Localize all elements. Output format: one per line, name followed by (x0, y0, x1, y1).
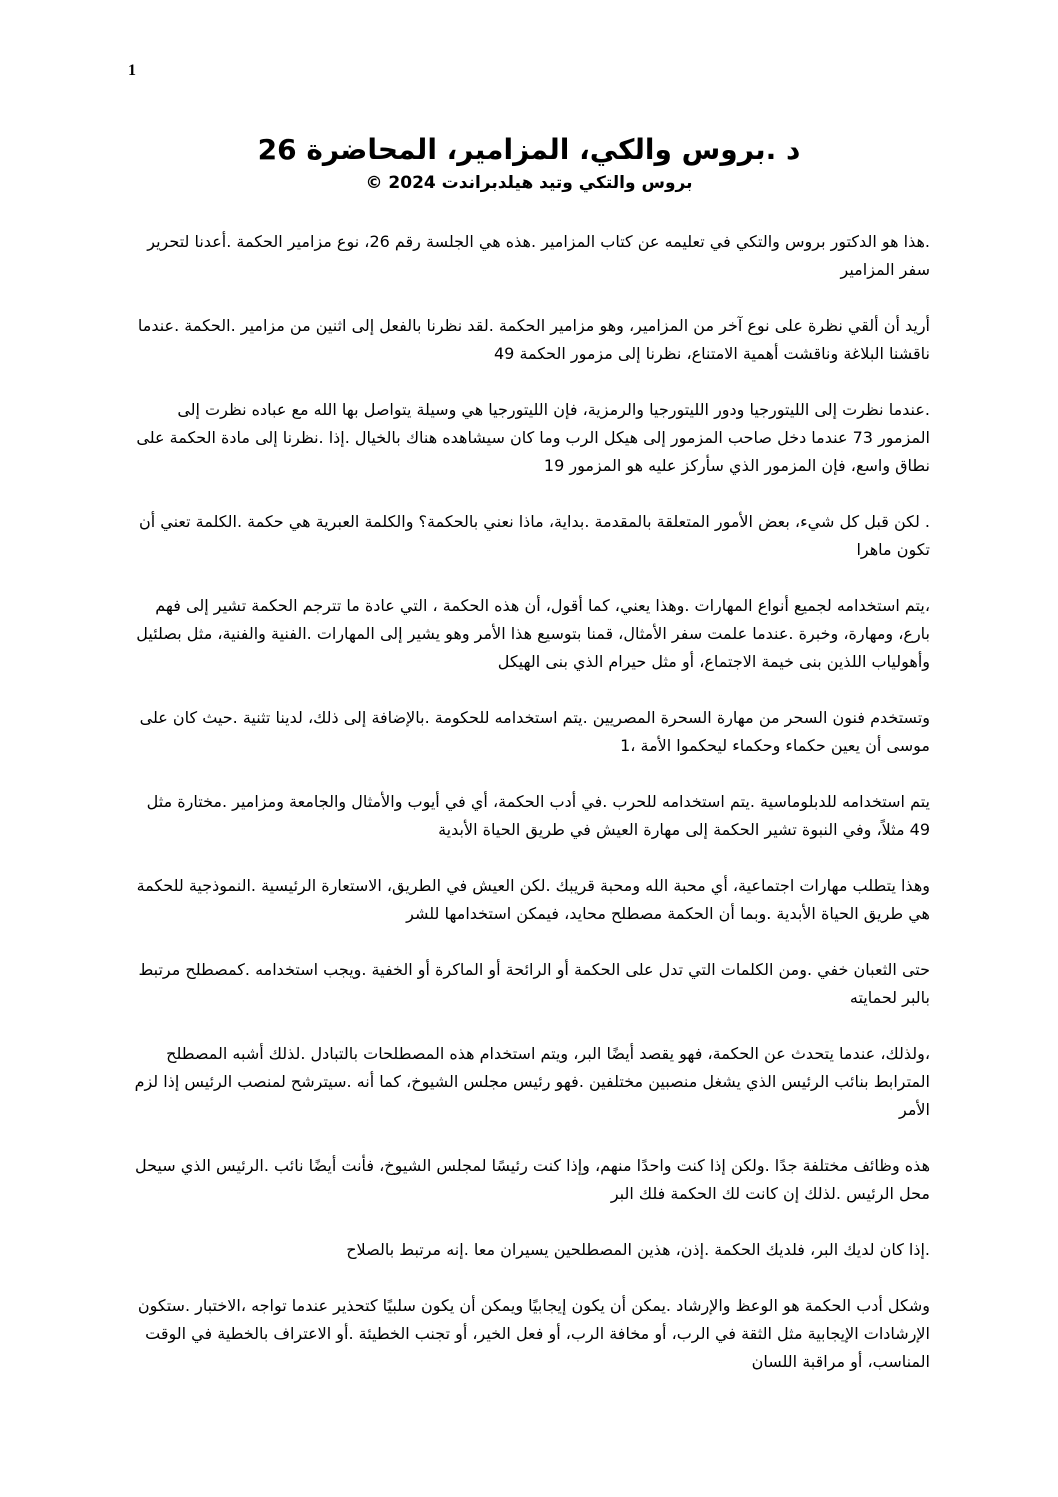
paragraph: ،يتم استخدامه لجميع أنواع المهارات .وهذا يعني، كما أقول، أن هذه الحكمة ، التي عادة ما تترجم الحكمة تشير إلى فهم بارع، ومهارة، وخبرة .عندما علمت سفر الأمثال، قمنا بتوسيع هذا الأمر وهو يشير إلى المهارات .الفنية والفنية، مثل بصلئيل وأهولياب اللذين بنى خيمة الاجتماع، أو مثل حيرام الذي بنى الهيكل (136, 596, 930, 671)
paragraph: وتستخدم فنون السحر من مهارة السحرة المصريين .يتم استخدامه للحكومة .بالإضافة إلى ذلك، لدينا تثنية .حيث كان على موسى أن يعين حكماء وحكماء ليحكموا الأمة ،1 (139, 708, 930, 755)
paragraph: وشكل أدب الحكمة هو الوعظ والإرشاد .يمكن أن يكون إيجابيًا ويمكن أن يكون سلبيًا كتحذير عندما تواجه ،الاختبار .ستكون الإرشادات الإيجابية مثل الثقة في الرب، أو مخافة الرب، أو فعل الخير، أو تجنب الخطيئة .أو الاعتراف بالخطية في الوقت المناسب، أو مراقبة اللسان (137, 1296, 930, 1371)
paragraph: هذه وظائف مختلفة جدًا .ولكن إذا كنت واحدًا منهم، وإذا كنت رئيسًا لمجلس الشيوخ، فأنت أيضًا نائب .الرئيس الذي سيحل محل الرئيس .لذلك إن كانت لك الحكمة فلك البر (134, 1156, 930, 1203)
paragraph: .هذا هو الدكتور بروس والتكي في تعليمه عن كتاب المزامير .هذه هي الجلسة رقم 26، نوع مزامير الحكمة .أعدنا لتحرير سفر المزامير (147, 232, 930, 279)
paragraph: حتى الثعبان خفي .ومن الكلمات التي تدل على الحكمة أو الرائحة أو الماكرة أو الخفية .ويجب استخدامه .كمصطلح مرتبط بالبر لحمايته (138, 960, 930, 1007)
paragraph: ،ولذلك، عندما يتحدث عن الحكمة، فهو يقصد أيضًا البر، ويتم استخدام هذه المصطلحات بالتبادل .لذلك أشبه المصطلح المترابط بنائب الرئيس الذي يشغل منصبين مختلفين .فهو رئيس مجلس الشيوخ، كما أنه .سيترشح لمنصب الرئيس إذا لزم الأمر (134, 1044, 930, 1119)
paragraph: أريد أن ألقي نظرة على نوع آخر من المزامير، وهو مزامير الحكمة .لقد نظرنا بالفعل إلى اثنين من مزامير .الحكمة .عندما ناقشنا البلاغة وناقشت أهمية الامتناع، نظرنا إلى مزمور الحكمة 49 (137, 316, 930, 363)
document-body (128, 228, 930, 1404)
paragraph: وهذا يتطلب مهارات اجتماعية، أي محبة الله ومحبة قريبك .لكن العيش في الطريق، الاستعارة الرئيسية .النموذجية للحكمة هي طريق الحياة الأبدية .وبما أن الحكمة مصطلح محايد، فيمكن استخدامها للشر (136, 876, 930, 923)
document-header (128, 130, 930, 196)
paragraph: يتم استخدامه للدبلوماسية .يتم استخدامه للحرب .في أدب الحكمة، أي في أيوب والأمثال والجامعة ومزامير .مختارة مثل 49 مثلاً، وفي النبوة تشير الحكمة إلى مهارة العيش في طريق الحياة الأبدية (146, 792, 930, 839)
paragraph: .عندما نظرت إلى الليتورجيا ودور الليتورجيا والرمزية، فإن الليتورجيا هي وسيلة يتواصل بها الله مع عباده نظرت إلى المزمور 73 عندما دخل صاحب المزمور إلى هيكل الرب وما كان سيشاهده هناك بالخيال .إذا .نظرنا إلى مادة الحكمة على نطاق واسع، فإن المزمور الذي سأركز عليه هو المزمور 19 (136, 400, 930, 475)
page-number: 1 (128, 62, 136, 79)
document-title: د .بروس والكي، المزامير، المحاضرة 26 (257, 133, 801, 166)
document-subtitle: بروس والتكي وتيد هيلدبراندت 2024 © (365, 173, 693, 193)
paragraph: .إذا كان لديك البر، فلديك الحكمة .إذن، هذين المصطلحين يسيران معا .إنه مرتبط بالصلاح (346, 1240, 930, 1259)
paragraph: . لكن قبل كل شيء، بعض الأمور المتعلقة بالمقدمة .بداية، ماذا نعني بالحكمة؟ والكلمة العبرية هي حكمة .الكلمة تعني أن تكون ماهرا (138, 512, 930, 559)
